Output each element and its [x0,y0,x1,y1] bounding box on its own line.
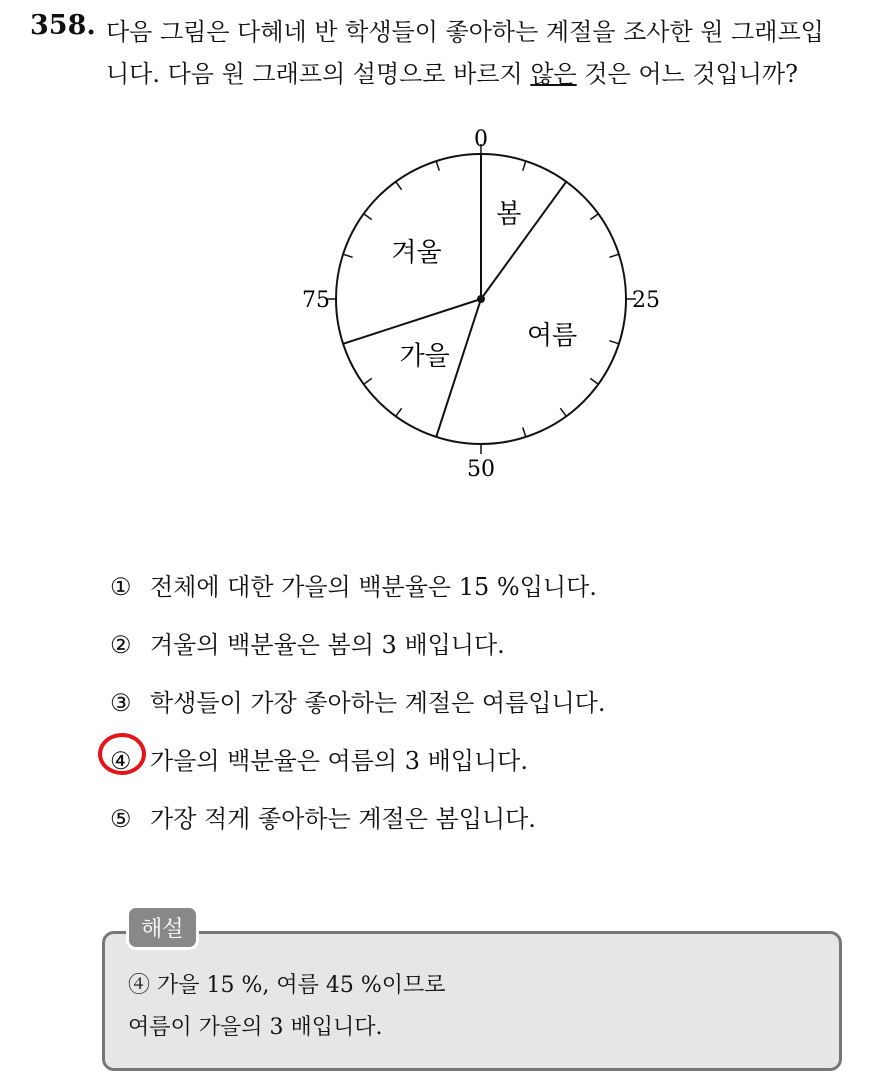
pie-tick-mark [364,378,372,384]
choice-3[interactable] [110,683,605,718]
solution-box [102,931,842,1071]
pie-tick-mark [609,254,619,257]
solution-line-1: ④ 가을 15 %, 여름 45 %이므로 [128,973,446,998]
pie-slice-divider [343,299,481,344]
pie-tick-mark [436,161,439,171]
tick-label-0: 0 [474,127,488,152]
pie-slice-label: 봄 [496,199,522,230]
choice-mark: ④ [110,747,132,775]
choice-text: 학생들이 가장 좋아하는 계절은 여름입니다. [150,689,606,717]
question-text-line-1: 다음 그림은 다혜네 반 학생들이 좋아하는 계절을 조사한 원 그래프입 [106,18,824,46]
pie-slice-divider [481,182,566,299]
choice-mark: ① [110,573,132,601]
pie-tick-mark [590,378,598,384]
question-text-part: 니다. 다음 원 그래프의 설명으로 바르지 [106,60,531,88]
pie-dividers [343,154,566,437]
pie-tick-mark [343,254,353,257]
question-text-line-2 [106,54,798,89]
choice-text: 전체에 대한 가을의 백분율은 15 %입니다. [150,573,597,601]
pie-slice-label: 겨울 [391,238,442,269]
choice-text: 겨울의 백분율은 봄의 3 배입니다. [150,631,505,659]
solution-line-2: 여름이 가을의 3 배입니다. [128,1015,383,1040]
pie-tick-mark [523,161,526,171]
choice-text: 가을의 백분율은 여름의 3 배입니다. [150,747,528,775]
tick-label-50: 50 [467,457,495,482]
pie-tick-mark [523,427,526,437]
underlined-word: 않은 [530,60,577,88]
choice-4[interactable] [110,741,528,776]
pie-tick-mark [560,408,566,416]
question-text-part: 것은 어느 것입니까? [576,60,798,88]
pie-slice-label: 여름 [526,321,578,352]
tick-label-25: 25 [632,288,660,313]
choice-2[interactable] [110,625,505,660]
pie-tick-mark [396,182,402,190]
question-number: 358. [30,10,96,41]
choice-mark: ⑤ [110,805,132,833]
pie-chart [270,110,690,490]
pie-tick-mark [396,408,402,416]
choice-mark: ③ [110,689,132,717]
pie-center-dot [477,295,485,303]
tick-label-75: 75 [302,288,330,313]
solution-tag: 해설 [126,905,199,950]
pie-slice-label: 가을 [399,341,450,372]
pie-labels [391,200,577,372]
answer-circle-annotation [98,733,146,775]
choice-5[interactable] [110,799,536,834]
choice-1[interactable] [110,567,597,602]
choice-text: 가장 적게 좋아하는 계절은 봄입니다. [150,805,536,833]
choice-mark: ② [110,631,132,659]
pie-tick-mark [364,214,372,220]
pie-tick-mark [590,214,598,220]
pie-tick-mark [609,341,619,344]
